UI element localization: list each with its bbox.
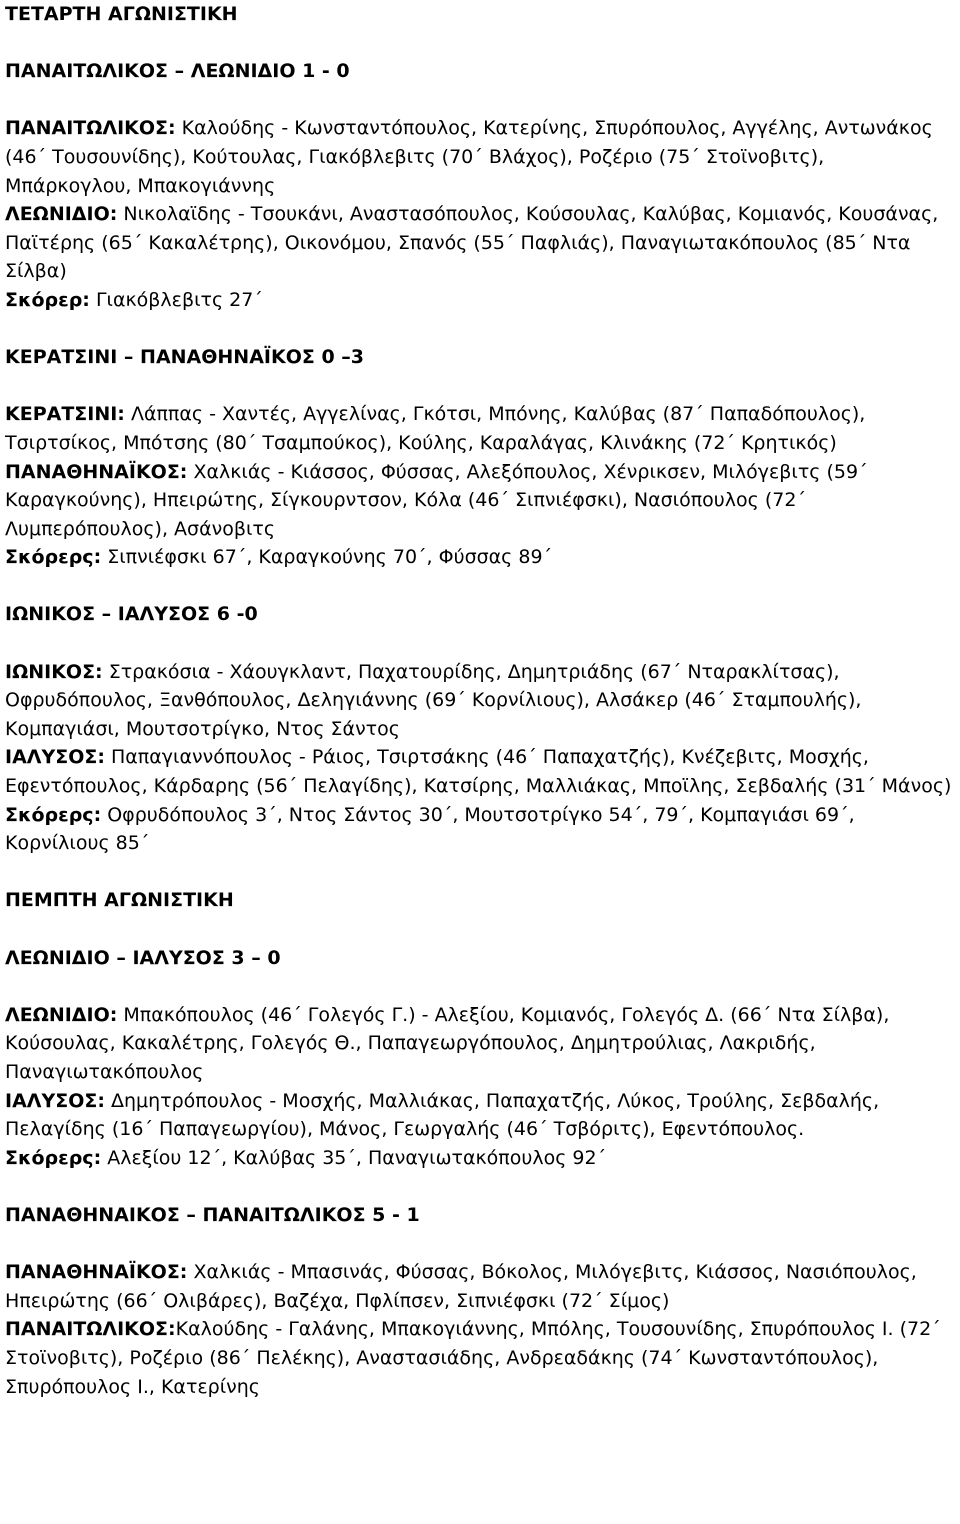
scorers-text: Γιακόβλεβιτς 27΄: [89, 288, 263, 311]
lineup-text: Μπακόπουλος (46΄ Γολεγός Γ.) - Αλεξίου, Κομιανός, Γολεγός Δ. (66΄ Ντα Σίλβα), Κούσουλας, Κακαλέτρης, Γολεγός Θ., Παπαγεωργόπουλος, Δημητρούλιας, Λακριδής, Παναγιωτακόπουλος: [5, 1003, 890, 1083]
lineup-text: Καλούδης - Κωνσταντόπουλος, Κατερίνης, Σπυρόπουλος, Αγγέλης, Αντωνάκος (46΄ Τουσουνίδης), Κούτουλας, Γιακόβλεβιτς (70΄ Βλάχος), Ροζέριο (75΄ Στοϊνοβιτς), Μπάρκογλου, Μπακογιάννης: [5, 117, 933, 197]
scorers-paragraph: [5, 286, 956, 315]
scorers-paragraph: [5, 801, 956, 858]
team-label: ΠΑΝΑΙΤΩΛΙΚΟΣ:: [5, 117, 176, 140]
team-label: ΙΩΝΙΚΟΣ:: [5, 660, 103, 683]
scorers-text: Αλεξίου 12΄, Καλύβας 35΄, Παναγιωτακόπουλος 92΄: [101, 1146, 607, 1169]
lineup-text: Λάππας - Χαντές, Αγγελίνας, Γκότσι, Μπόνης, Καλύβας (87΄ Παπαδόπουλος), Τσιρτσίκος, Μπότσης (80΄ Τσαμπούκος), Κούλης, Καραλάγας, Κλινάκης (72΄ Κρητικός): [5, 403, 866, 454]
team-label: ΙΑΛΥΣΟΣ:: [5, 1089, 105, 1112]
match-heading: ΠΑΝΑΘΗΝΑΙΚΟΣ – ΠΑΝΑΙΤΩΛΙΚΟΣ 5 - 1: [5, 1203, 420, 1226]
lineup-paragraph: [5, 1001, 956, 1087]
lineup-paragraph: [5, 114, 956, 200]
scorers-label: Σκόρερς:: [5, 1146, 102, 1169]
scorers-paragraph: [5, 1144, 956, 1173]
team-label: ΙΑΛΥΣΟΣ:: [5, 746, 105, 769]
team-label: ΚΕΡΑΤΣΙΝΙ:: [5, 403, 125, 426]
lineup-text: Χαλκιάς - Κιάσσος, Φύσσας, Αλεξόπουλος, Χένρικσεν, Μιλόγεβιτς (59΄ Καραγκούνης), Ηπειρώτης, Σίγκουρντσον, Κόλα (46΄ Σιπνιέφσκι), Νασιόπουλος (72΄ Λυμπερόπουλος), Ασάνοβιτς: [5, 460, 868, 540]
day-title: ΤΕΤΑΡΤΗ ΑΓΩΝΙΣΤΙΚΗ: [5, 3, 238, 25]
day-title: ΠΕΜΠΤΗ ΑΓΩΝΙΣΤΙΚΗ: [5, 889, 234, 912]
scorers-text: Οφρυδόπουλος 3΄, Ντος Σάντος 30΄, Μουτσοτρίγκο 54΄, 79΄, Κομπαγιάσι 69΄, Κορνίλιους 85΄: [5, 803, 855, 855]
scorers-text: Σιπνιέφσκι 67΄, Καραγκούνης 70΄, Φύσσας 89΄: [101, 546, 553, 569]
scorers-paragraph: [5, 543, 956, 572]
scorers-label: Σκόρερς:: [5, 803, 102, 826]
lineup-paragraph: [5, 200, 956, 286]
lineup-paragraph: [5, 1258, 956, 1315]
match-heading: ΙΩΝΙΚΟΣ – ΙΑΛΥΣΟΣ 6 -0: [5, 603, 258, 626]
team-label: ΠΑΝΑΙΤΩΛΙΚΟΣ:: [5, 1318, 176, 1341]
team-label: ΠΑΝΑΘΗΝΑΪΚΟΣ:: [5, 460, 188, 483]
lineup-paragraph: [5, 400, 956, 457]
lineup-paragraph: [5, 658, 956, 744]
lineup-text: Στρακόσια - Χάουγκλαντ, Παχατουρίδης, Δημητριάδης (67΄ Νταρακλίτσας), Οφρυδόπουλος, Ξανθόπουλος, Δεληγιάννης (69΄ Κορνίλιους), Αλσάκερ (46΄ Σταμπουλής), Κομπαγιάσι, Μουτσοτρίγκο, Ντος Σάντος: [5, 660, 862, 740]
lineup-text: Χαλκιάς - Μπασινάς, Φύσσας, Βόκολος, Μιλόγεβιτς, Κιάσσος, Νασιόπουλος, Ηπειρώτης (66΄ Ολιβάρες), Βαζέχα, Πφλίπσεν, Σιπνιέφσκι (72΄ Σίμος): [5, 1261, 917, 1312]
match-heading: ΠΑΝΑΙΤΩΛΙΚΟΣ – ΛΕΩΝΙΔΙΟ 1 - 0: [5, 60, 350, 83]
match-heading: ΛΕΩΝΙΔΙΟ – ΙΑΛΥΣΟΣ 3 – 0: [5, 946, 281, 969]
lineup-paragraph: [5, 1087, 956, 1144]
lineup-paragraph: [5, 458, 956, 544]
lineup-text: Παπαγιαννόπουλος - Ράιος, Τσιρτσάκης (46΄ Παπαχατζής), Κνέζεβιτς, Μοσχής, Εφεντόπουλος, Κάρδαρης (56΄ Πελαγίδης), Κατσίρης, Μαλλιάκας, Μποϊλης, Σεβδαλής (31΄ Μάνος): [5, 746, 952, 798]
lineup-paragraph: [5, 743, 956, 800]
scorers-label: Σκόρερς:: [5, 546, 102, 569]
scorers-label: Σκόρερ:: [5, 288, 90, 311]
team-label: ΛΕΩΝΙΔΙΟ:: [5, 1003, 118, 1026]
lineup-text: Καλούδης - Γαλάνης, Μπακογιάννης, Μπόλης, Τουσουνίδης, Σπυρόπουλος Ι. (72΄ Στοϊνοβιτς), Ροζέριο (86΄ Πελέκης), Αναστασιάδης, Ανδρεαδάκης (74΄ Κωνσταντόπουλος), Σπυρόπουλος Ι., Κατερίνης: [5, 1318, 941, 1398]
lineup-paragraph: [5, 1315, 956, 1401]
team-label: ΛΕΩΝΙΔΙΟ:: [5, 203, 118, 226]
match-heading: ΚΕΡΑΤΣΙΝΙ – ΠΑΝΑΘΗΝΑΪΚΟΣ 0 –3: [5, 346, 365, 369]
lineup-text: Δημητρόπουλος - Μοσχής, Μαλλιάκας, Παπαχατζής, Λύκος, Τρούλης, Σεβδαλής, Πελαγίδης (16΄ Παπαγεωργίου), Μάνος, Γεωργαλής (46΄ Τσβόριτς), Εφεντόπουλος.: [5, 1089, 880, 1141]
team-label: ΠΑΝΑΘΗΝΑΪΚΟΣ:: [5, 1261, 188, 1284]
lineup-text: Νικολαϊδης - Τσουκάνι, Αναστασόπουλος, Κούσουλας, Καλύβας, Κομιανός, Κουσάνας, Παϊτέρης (65΄ Κακαλέτρης), Οικονόμου, Σπανός (55΄ Παφλιάς), Παναγιωτακόπουλος (85΄ Ντα Σίλβα): [5, 203, 939, 283]
